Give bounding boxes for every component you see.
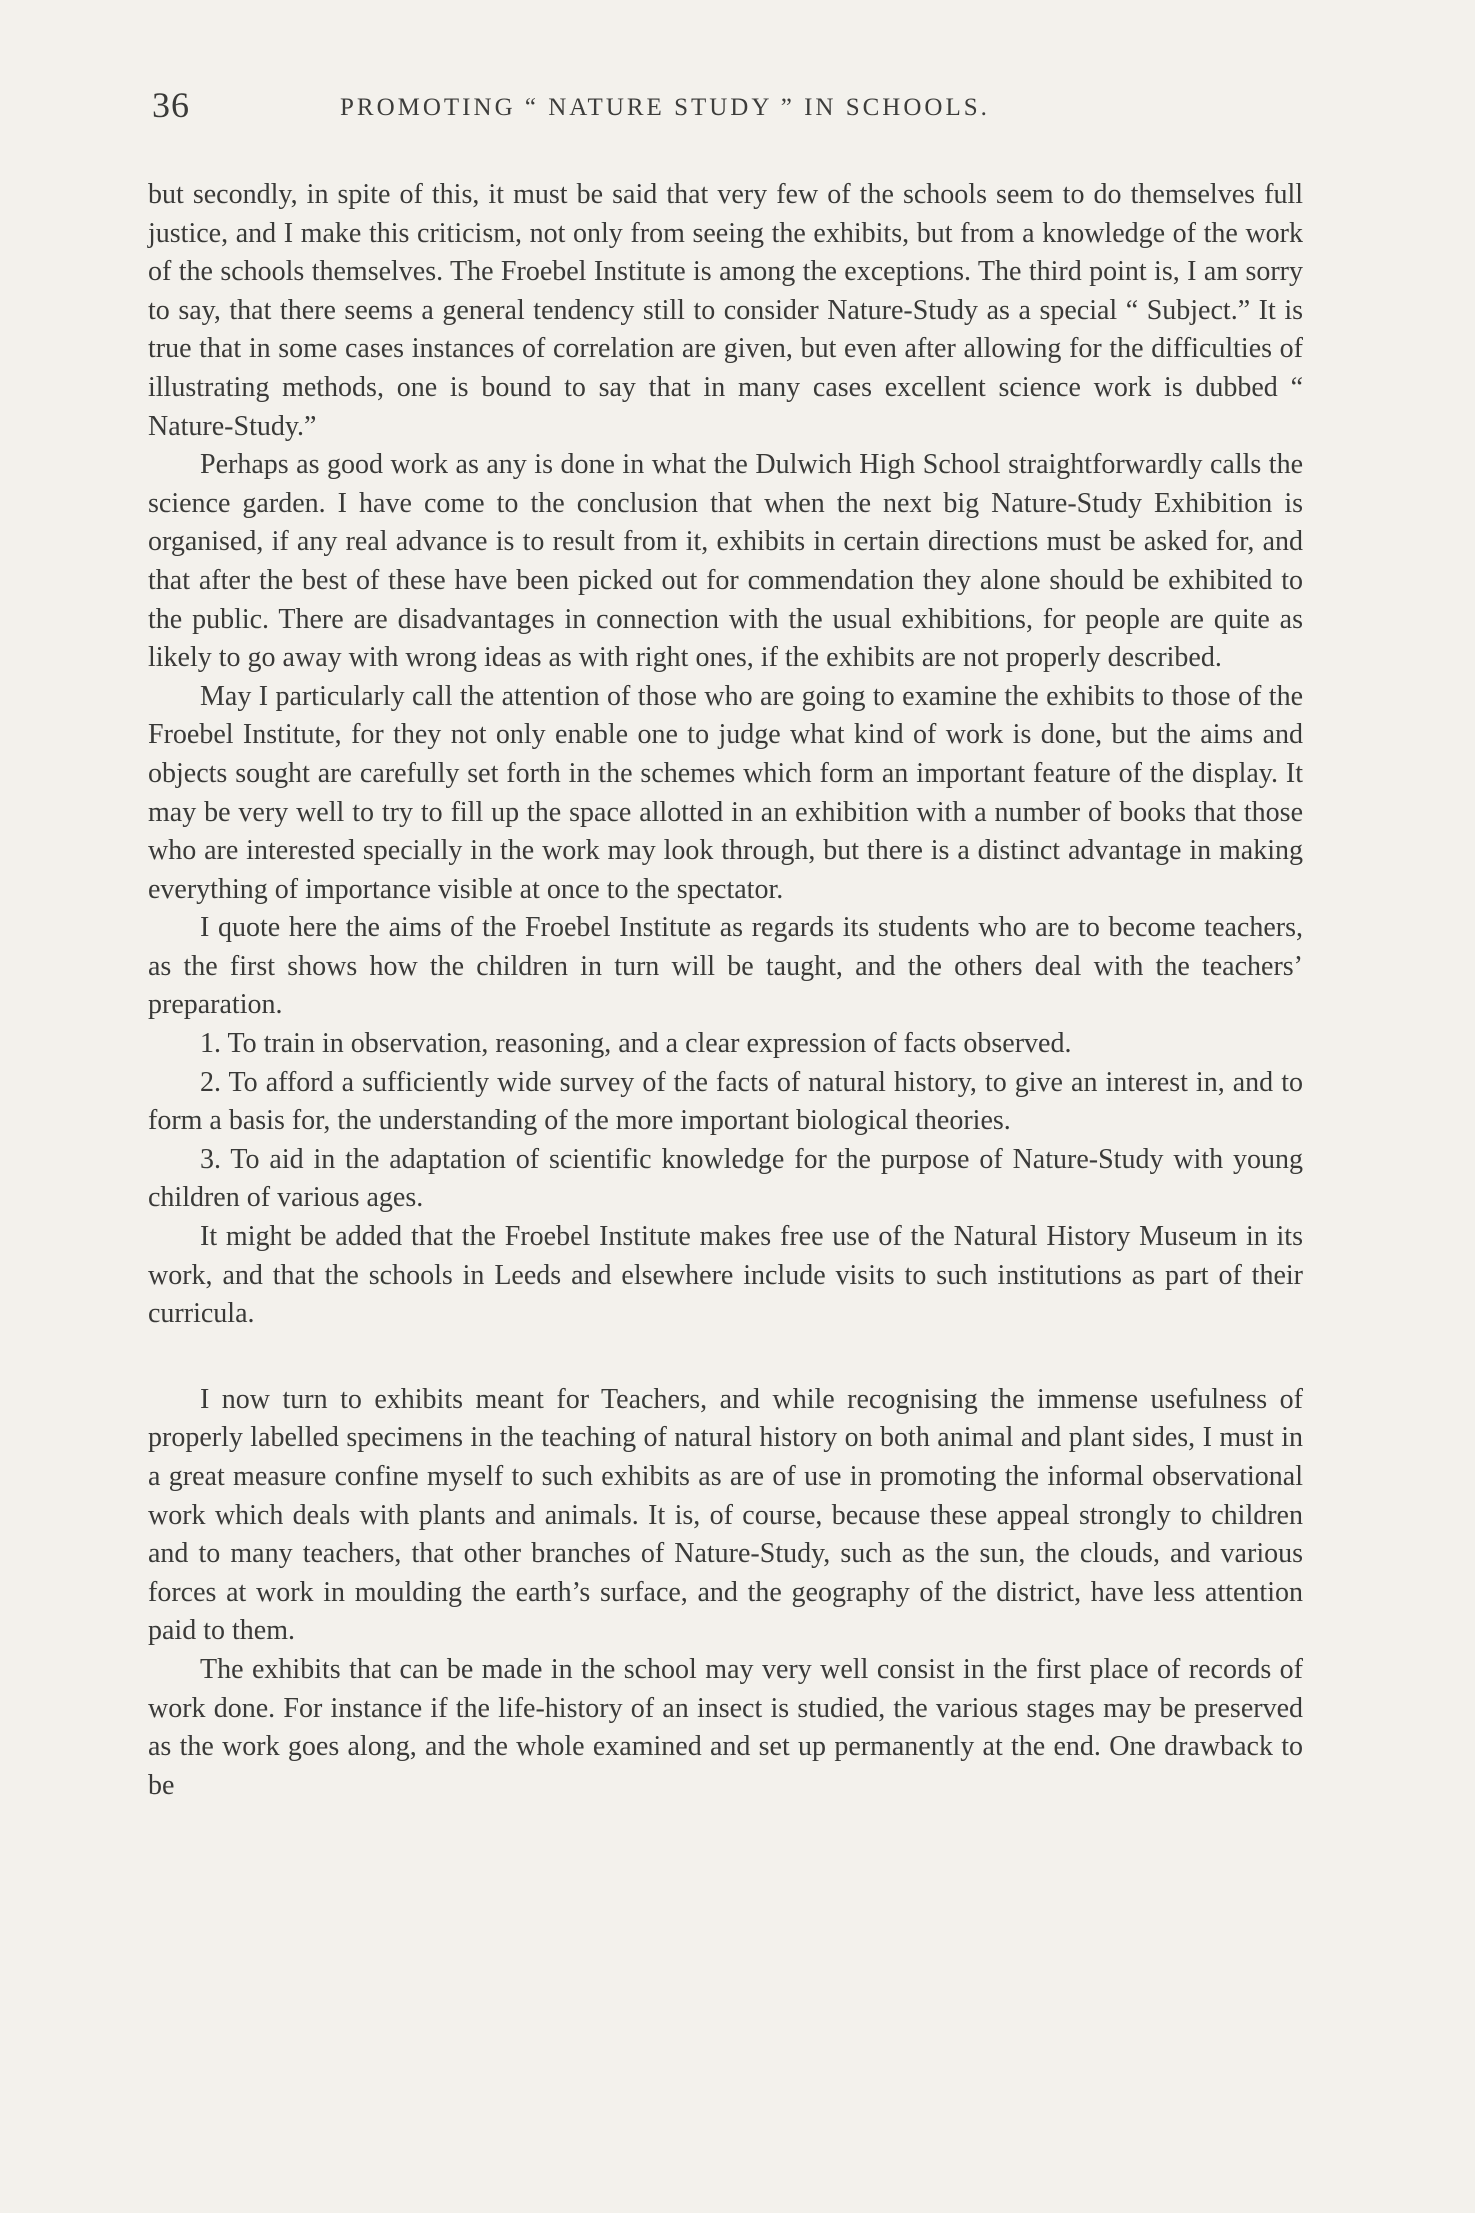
aim-item-2: 2. To afford a sufficiently wide survey of the facts of natural history, to give an interest in, and to form a basis for, the understanding of the more important biological theories. — [148, 1066, 1303, 1137]
aim-item-3: 3. To aid in the adaptation of scientific knowledge for the purpose of Nature-Study with young children of various ages. — [148, 1143, 1303, 1214]
running-title: PROMOTING “ NATURE STUDY ” IN SCHOOLS. — [340, 94, 990, 121]
paragraph-school-records: The exhibits that can be made in the school may very well consist in the first place of records of work done. For instance if the life-history of an insect is studied, the various stages may be preserved as the work goes along, and the whole examined and set up permanently at the end. One drawback to be — [148, 1653, 1303, 1801]
paragraph-teacher-exhibits: I now turn to exhibits meant for Teachers, and while recognising the immense usefulness of properly labelled specimens in the teaching of natural history on both animal and plant sides, I must in a great measure confine myself to such exhibits as are of use in promoting the informal observational work which deals with plants and animals. It is, of course, because these appeal strongly to children and to many teachers, that other branches of Nature-Study, such as the sun, the clouds, and various forces at work in moulding the earth’s surface, and the geography of the district, have less attention paid to them. — [148, 1383, 1303, 1647]
running-head — [150, 82, 1310, 142]
body-text — [148, 176, 1303, 1805]
paragraph-dulwich: Perhaps as good work as any is done in what the Dulwich High School straightforwardly calls the science garden. I have come to the conclusion that when the next big Nature-Study Exhibition is organised, if any real advance is to result from it, exhibits in certain directions must be asked for, and that after the best of these have been picked out for commendation they alone should be exhibited to the public. There are disadvantages in connection with the usual exhibitions, for people are quite as likely to go away with wrong ideas as with right ones, if the exhibits are not properly described. — [148, 449, 1303, 674]
paragraph-froebel-exhibits: May I particularly call the attention of those who are going to examine the exhibits to those of the Froebel Institute, for they not only enable one to judge what kind of work is done, but the aims and objects sought are carefully set forth in the schemes which form an important feature of the display. It may be very well to try to fill up the space allotted in an exhibition with a number of books that those who are interested specially in the work may look through, but there is a distinct advantage in making everything of importance visible at once to the spectator. — [148, 680, 1303, 905]
paragraph-museum: It might be added that the Froebel Institute makes free use of the Natural History Museum in its work, and that the schools in Leeds and elsewhere include visits to such institutions as part of their curricula. — [148, 1221, 1303, 1330]
paragraph-aims-intro: I quote here the aims of the Froebel Institute as regards its students who are to become teachers, as the first shows how the children in turn will be taught, and the others deal with the teachers’ preparation. — [148, 912, 1303, 1021]
page-number: 36 — [152, 85, 190, 125]
section-break — [148, 1334, 1303, 1381]
paragraph-continued: but secondly, in spite of this, it must be said that very few of the schools seem to do themselves full justice, and I make this criticism, not only from seeing the exhibits, but from a knowledge of the work of the schools themselves. The Froebel Institute is among the exceptions. The third point is, I am sorry to say, that there seems a general tendency still to consider Nature-Study as a special “ Subject.” It is true that in some cases instances of correlation are given, but even after allowing for the difficulties of illustrating methods, one is bound to say that in many cases excellent science work is dubbed “ Nature-Study.” — [148, 179, 1303, 442]
aim-item-1: 1. To train in observation, reasoning, and a clear expression of facts observed. — [200, 1028, 1072, 1060]
